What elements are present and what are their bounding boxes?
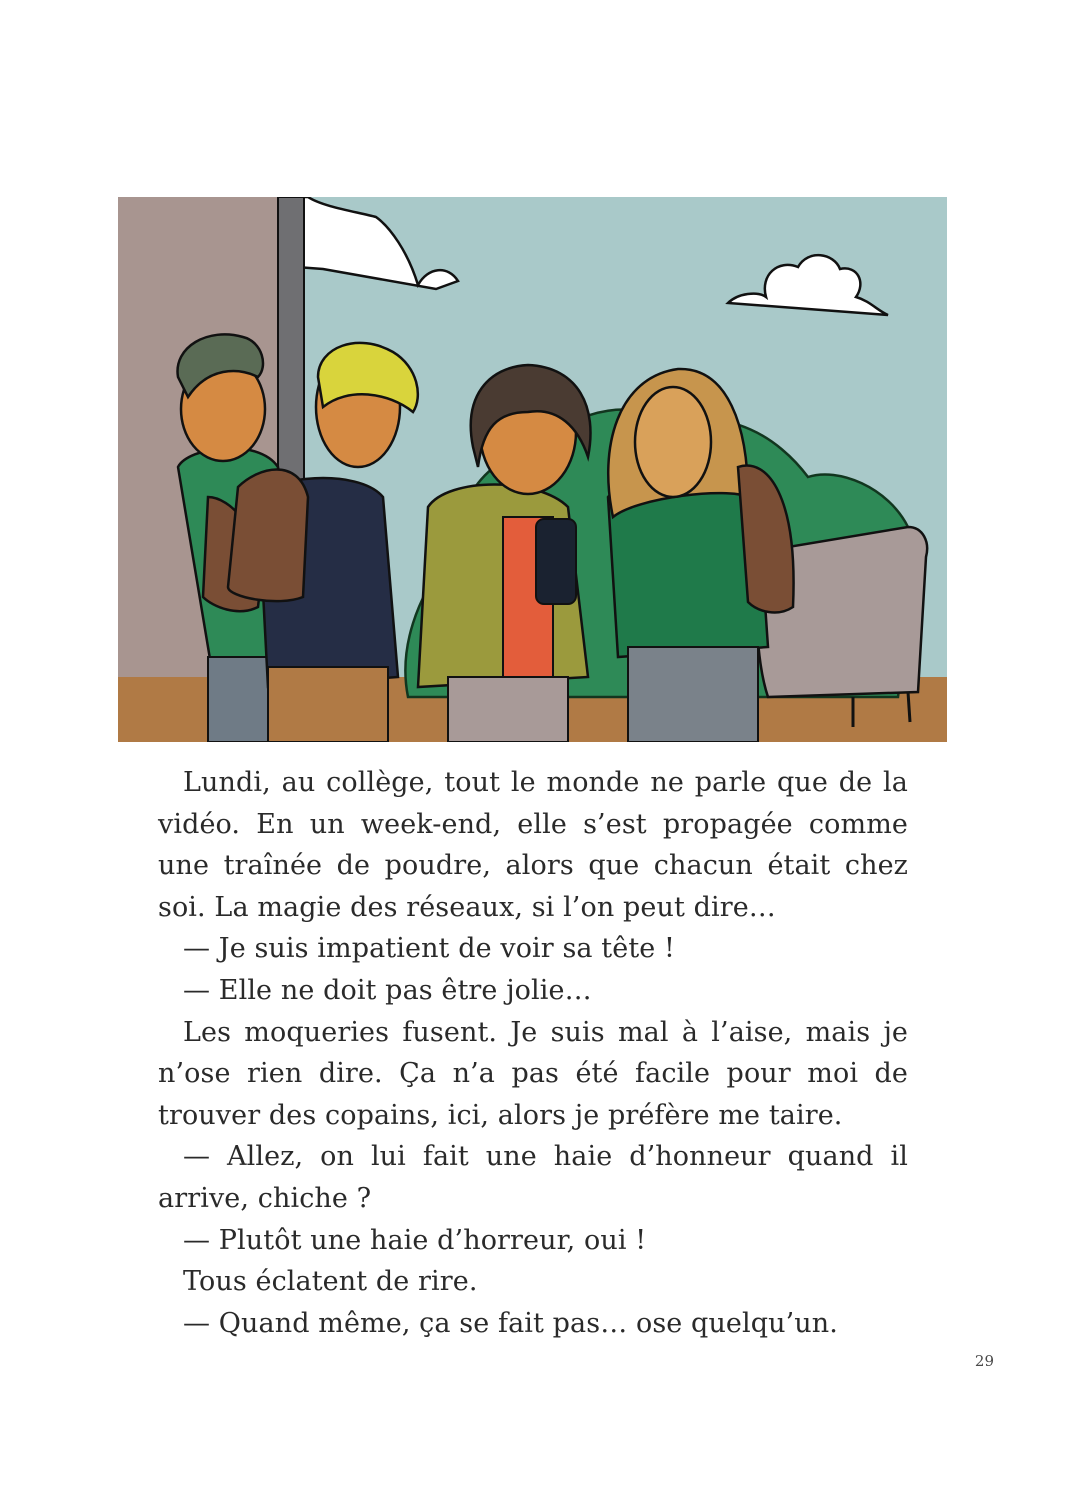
dialogue-line: — Quand même, ça se fait pas… ose quelqu’un. (183, 1307, 838, 1339)
dialogue-line: — Plutôt une haie d’horreur, oui ! (183, 1224, 647, 1256)
paragraph-narration: Les moqueries fusent. Je suis mal à l’aise, mais je n’ose rien dire. Ça n’a pas été facile pour moi de trouver des copains, ici, alors je préfère me taire. (158, 1016, 908, 1131)
page-number: 29 (974, 1352, 994, 1370)
paragraph-narration: Tous éclatent de rire. (183, 1266, 478, 1298)
dialogue-line: — Je suis impatient de voir sa tête ! (183, 933, 675, 965)
story-text (158, 762, 908, 1344)
illustration (118, 197, 947, 742)
dialogue-line: — Allez, on lui fait une haie d’honneur quand il arrive, chiche ? (158, 1141, 908, 1214)
dialogue-line: — Elle ne doit pas être jolie… (183, 974, 592, 1006)
comic-illustration (118, 197, 947, 742)
paragraph-intro: Lundi, au collège, tout le monde ne parle que de la vidéo. En un week-end, elle s’est propagée comme une traînée de poudre, alors que chacun était chez soi. La magie des réseaux, si l’on peut dire… (158, 767, 908, 923)
